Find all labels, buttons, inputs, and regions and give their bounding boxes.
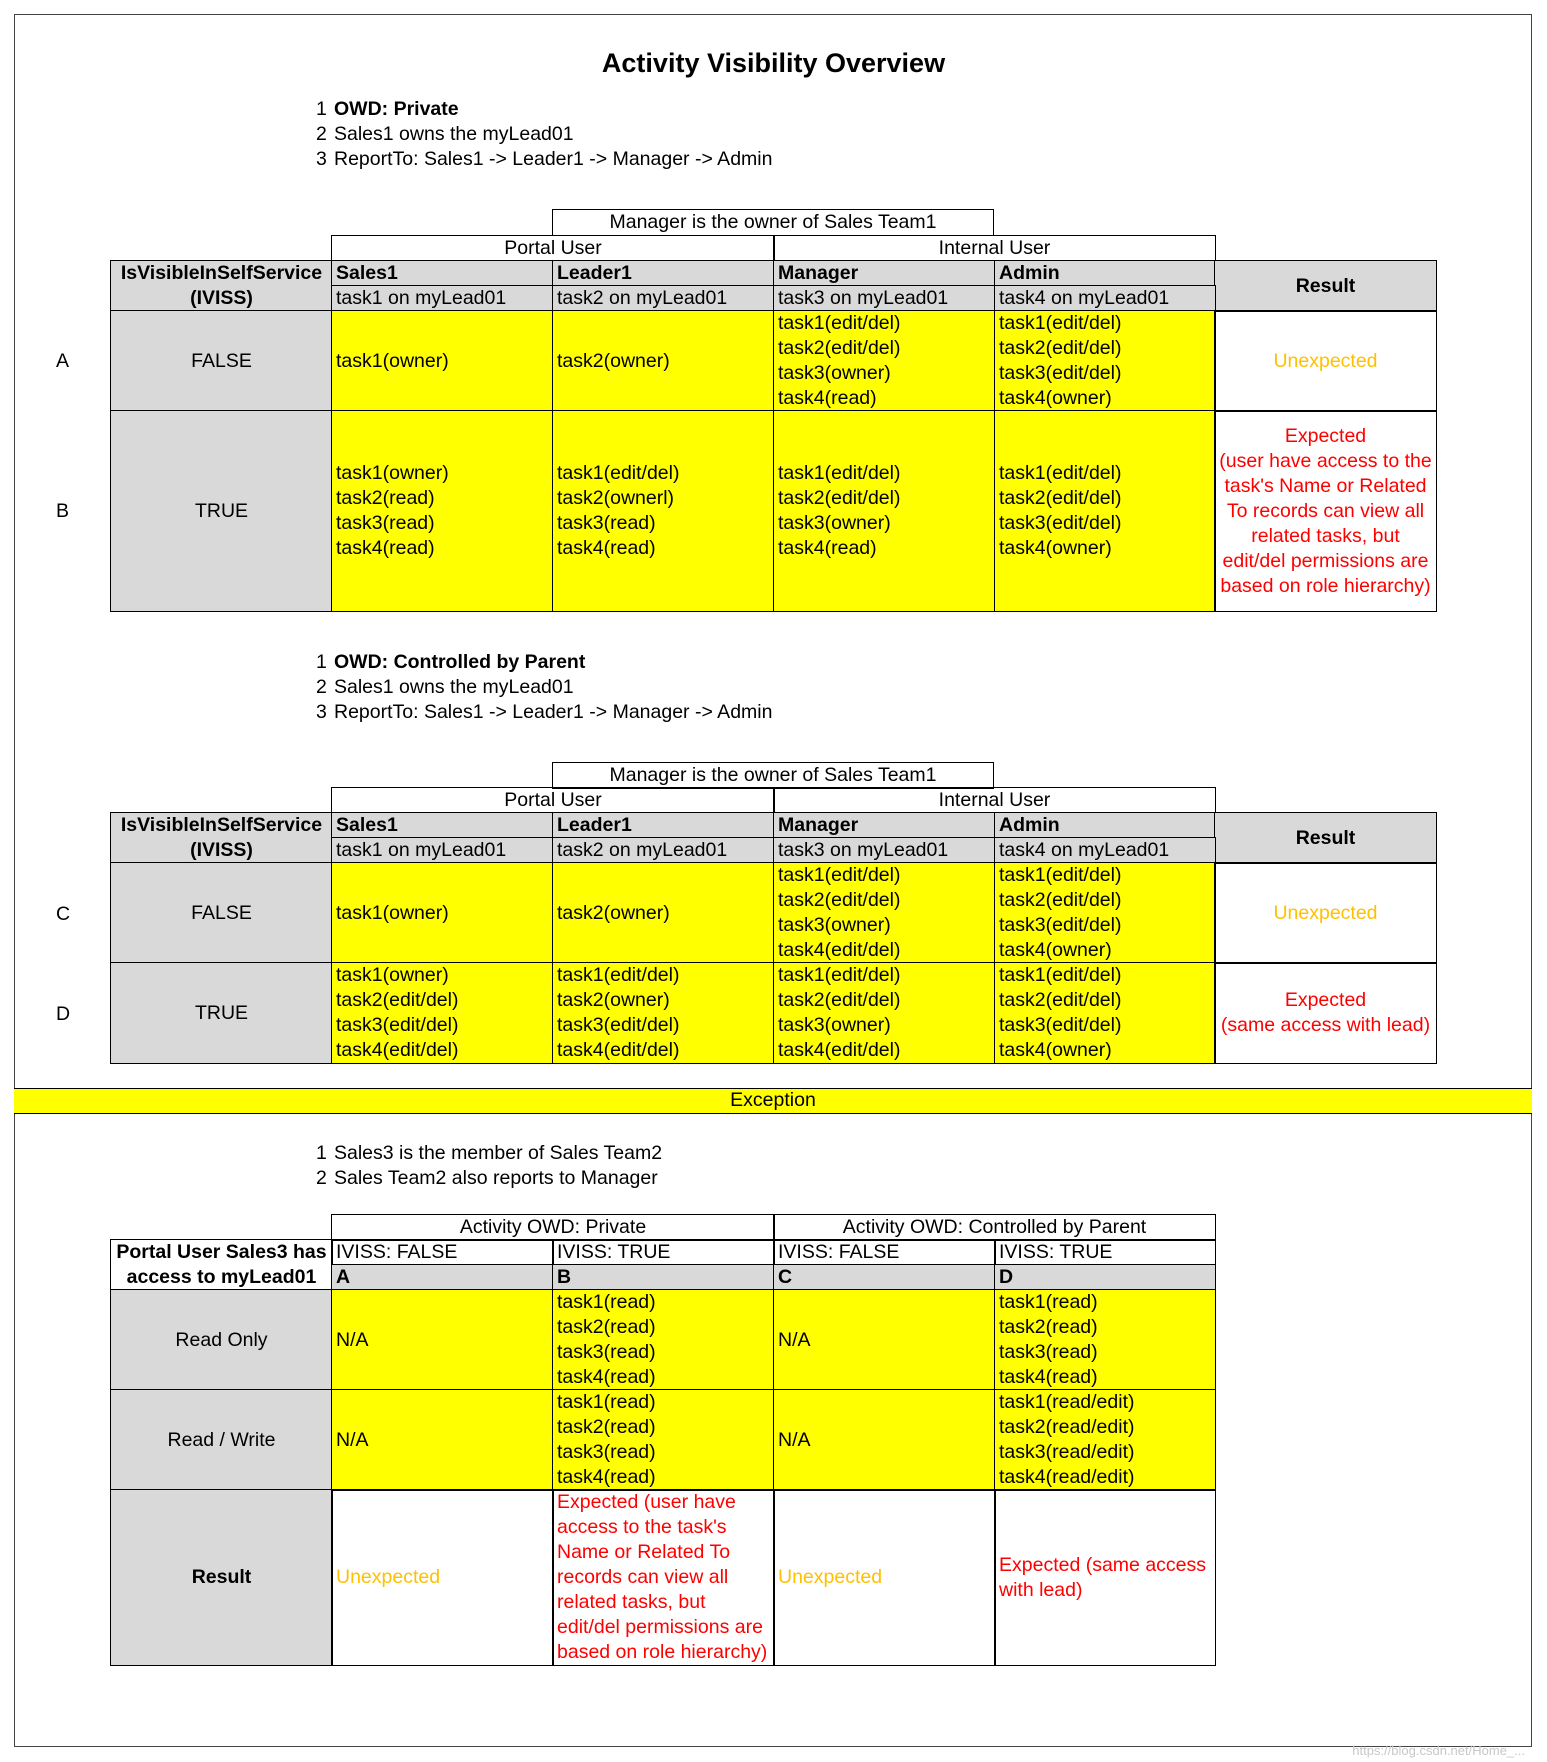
note-line: 2 Sales Team2 also reports to Manager [316, 1167, 658, 1189]
col-header-admin: Admin [994, 260, 1216, 287]
row-c-manager: task1(edit/del) task2(edit/del) task3(owner) task4(edit/del) [773, 862, 996, 964]
note-line: 2 Sales1 owns the myLead01 [316, 676, 574, 698]
col-header-leader1: Leader1 [552, 260, 775, 287]
row-d-manager: task1(edit/del) task2(edit/del) task3(owner) task4(edit/del) [773, 962, 996, 1064]
note-line: 1 OWD: Controlled by Parent [316, 651, 586, 673]
row-b-manager: task1(edit/del) task2(edit/del) task3(owner) task4(read) [773, 410, 996, 612]
portal-user-header: Portal User [331, 235, 775, 262]
exc-iviss-a: IVISS: FALSE [331, 1239, 554, 1266]
exc-result-d: Expected (same access with lead) [994, 1489, 1216, 1666]
note-line: 2 Sales1 owns the myLead01 [316, 123, 574, 145]
row-a-result: Unexpected [1214, 310, 1437, 412]
col-header-sales1: Sales1 [331, 260, 554, 287]
col-task-leader1: task2 on myLead01 [552, 285, 775, 312]
note-line: 1 Sales3 is the member of Sales Team2 [316, 1142, 663, 1164]
section1-notes [316, 97, 772, 172]
row-d-admin: task1(edit/del) task2(edit/del) task3(edit/del) task4(owner) [994, 962, 1216, 1064]
row-b-sales1: task1(owner) task2(read) task3(read) task4(read) [331, 410, 554, 612]
col-task-admin: task4 on myLead01 [994, 285, 1216, 312]
row-d-result: Expected (same access with lead) [1214, 962, 1437, 1064]
row-label-b: B [56, 500, 70, 522]
exc-iviss-b: IVISS: TRUE [552, 1239, 775, 1266]
iviss-header: IsVisibleInSelfService (IVISS) [110, 260, 333, 312]
row-label-d: D [56, 1003, 71, 1025]
row-a-sales1: task1(owner) [331, 310, 554, 412]
note-line: 1 OWD: Private [316, 98, 459, 120]
exception-corner-header: Portal User Sales3 has access to myLead01 [110, 1239, 333, 1291]
col-task-manager: task3 on myLead01 [773, 285, 996, 312]
internal-user-header-2: Internal User [773, 787, 1216, 814]
col-header-manager: Manager [773, 260, 996, 287]
exc-read-only-a: N/A [331, 1289, 554, 1391]
section2-notes [316, 650, 772, 725]
result-header-2: Result [1214, 812, 1437, 864]
col-header-admin-2: Admin [994, 812, 1216, 839]
row-d-sales1: task1(owner) task2(edit/del) task3(edit/del) task4(edit/del) [331, 962, 554, 1064]
row-a-leader1: task2(owner) [552, 310, 775, 412]
row-d-iviss: TRUE [110, 962, 333, 1064]
col-task-sales1: task1 on myLead01 [331, 285, 554, 312]
exc-letter-d: D [994, 1264, 1216, 1291]
row-a-manager: task1(edit/del) task2(edit/del) task3(owner) task4(read) [773, 310, 996, 412]
exc-read-write-a: N/A [331, 1389, 554, 1491]
row-a-iviss: FALSE [110, 310, 333, 412]
col-header-manager-2: Manager [773, 812, 996, 839]
row-c-leader1: task2(owner) [552, 862, 775, 964]
iviss-header-2: IsVisibleInSelfService (IVISS) [110, 812, 333, 864]
exc-read-write-b: task1(read) task2(read) task3(read) task4(read) [552, 1389, 775, 1491]
exc-result-label: Result [110, 1489, 333, 1666]
result-header: Result [1214, 260, 1437, 312]
col-task-manager-2: task3 on myLead01 [773, 837, 996, 864]
exc-row-read-only-label: Read Only [110, 1289, 333, 1391]
exception-banner: Exception [14, 1088, 1532, 1114]
exception-notes [316, 1141, 662, 1191]
exc-letter-c: C [773, 1264, 996, 1291]
manager-owner-header-2: Manager is the owner of Sales Team1 [552, 762, 994, 789]
row-c-admin: task1(edit/del) task2(edit/del) task3(edit/del) task4(owner) [994, 862, 1216, 964]
manager-owner-header: Manager is the owner of Sales Team1 [552, 209, 994, 236]
internal-user-header: Internal User [773, 235, 1216, 262]
exc-result-b: Expected (user have access to the task's Name or Related To records can view all related tasks, but edit/del permissions are based on role hierarchy) [552, 1489, 775, 1666]
row-d-leader1: task1(edit/del) task2(owner) task3(edit/del) task4(edit/del) [552, 962, 775, 1064]
exc-read-write-c: N/A [773, 1389, 996, 1491]
row-label-a: A [56, 350, 70, 372]
row-b-iviss: TRUE [110, 410, 333, 612]
exc-read-only-d: task1(read) task2(read) task3(read) task4(read) [994, 1289, 1216, 1391]
exc-iviss-d: IVISS: TRUE [994, 1239, 1216, 1266]
col-header-leader1-2: Leader1 [552, 812, 775, 839]
row-a-admin: task1(edit/del) task2(edit/del) task3(edit/del) task4(owner) [994, 310, 1216, 412]
owd-private-header: Activity OWD: Private [331, 1214, 775, 1241]
exc-row-read-write-label: Read / Write [110, 1389, 333, 1491]
note-line: 3 ReportTo: Sales1 -> Leader1 -> Manager -> Admin [316, 701, 773, 723]
col-task-sales1-2: task1 on myLead01 [331, 837, 554, 864]
exc-iviss-c: IVISS: FALSE [773, 1239, 996, 1266]
row-c-sales1: task1(owner) [331, 862, 554, 964]
portal-user-header-2: Portal User [331, 787, 775, 814]
note-line: 3 ReportTo: Sales1 -> Leader1 -> Manager -> Admin [316, 148, 773, 170]
col-header-sales1-2: Sales1 [331, 812, 554, 839]
exc-letter-a: A [331, 1264, 554, 1291]
row-c-iviss: FALSE [110, 862, 333, 964]
exc-result-c: Unexpected [773, 1489, 996, 1666]
exc-read-write-d: task1(read/edit) task2(read/edit) task3(read/edit) task4(read/edit) [994, 1389, 1216, 1491]
row-label-c: C [56, 903, 71, 925]
exc-read-only-c: N/A [773, 1289, 996, 1391]
owd-parent-header: Activity OWD: Controlled by Parent [773, 1214, 1216, 1241]
page-title: Activity Visibility Overview [601, 48, 946, 78]
row-c-result: Unexpected [1214, 862, 1437, 964]
row-b-leader1: task1(edit/del) task2(ownerl) task3(read) task4(read) [552, 410, 775, 612]
exc-read-only-b: task1(read) task2(read) task3(read) task4(read) [552, 1289, 775, 1391]
watermark: https://blog.csdn.net/Home_... [1352, 1743, 1525, 1758]
col-task-admin-2: task4 on myLead01 [994, 837, 1216, 864]
exc-result-a: Unexpected [331, 1489, 554, 1666]
col-task-leader1-2: task2 on myLead01 [552, 837, 775, 864]
exc-letter-b: B [552, 1264, 775, 1291]
row-b-result: Expected (user have access to the task's Name or Related To records can view all related tasks, but edit/del permissions are based on role hierarchy) [1214, 410, 1437, 612]
row-b-admin: task1(edit/del) task2(edit/del) task3(edit/del) task4(owner) [994, 410, 1216, 612]
